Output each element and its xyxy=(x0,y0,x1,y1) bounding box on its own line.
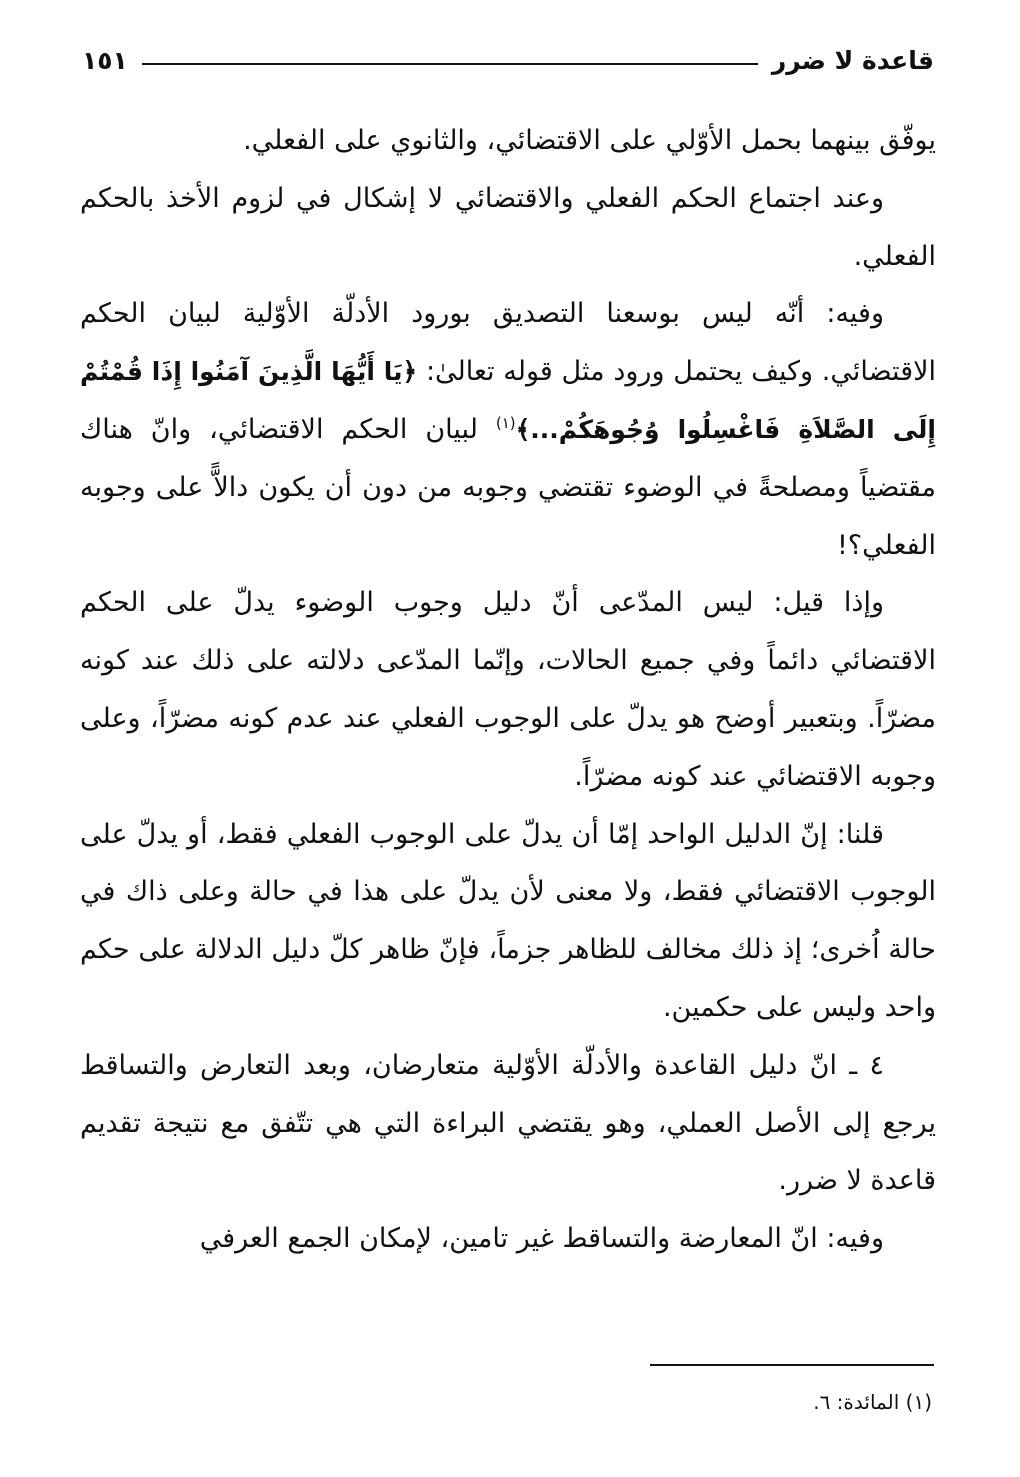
footnote: (١) المائدة: ٦. xyxy=(813,1390,932,1414)
page-number: ١٥١ xyxy=(82,45,128,75)
paragraph-2: وعند اجتماع الحكم الفعلي والاقتضائي لا إشكال في لزوم الأخذ بالحكم الفعلي. xyxy=(80,182,936,272)
header-rule xyxy=(142,63,758,65)
footnote-rule xyxy=(650,1364,934,1366)
paragraph-4: وإذا قيل: ليس المدّعى أنّ دليل وجوب الوضوء يدلّ على الحكم الاقتضائي دائماً وفي جميع الحالات، وإنّما المدّعى دلالته على ذلك عند كونه مضرّاً. وبتعبير أوضح هو يدلّ على الوجوب الفعلي عند عدم كونه مضرّاً، وعلى وجوبه الاقتضائي عند كونه مضرّاً. xyxy=(80,587,936,792)
running-header xyxy=(82,38,934,82)
quran-verse: ﴿يَا أَيُّهَا الَّذِينَ آمَنُوا إِذَا قُمْتُمْ إِلَى الصَّلاَةِ فَاغْسِلُوا وُجُوهَكُمْ...﴾ xyxy=(80,357,936,444)
paragraph-1: يوفّق بينهما بحمل الأوّلي على الاقتضائي، والثانوي على الفعلي. xyxy=(243,125,936,156)
footnote-reference[interactable]: (١) xyxy=(495,413,516,432)
running-title: قاعدة لا ضرر xyxy=(771,45,934,75)
paragraph-3-intro: وفيه: أنّه ليس بوسعنا التصديق بورود الأدلّة الأوّلية لبيان الحكم الاقتضائي. وكيف يحتمل ورود مثل قوله تعالىٰ: xyxy=(80,298,936,388)
paragraph-3-rest: لبيان الحكم الاقتضائي، وانّ هناك مقتضياً ومصلحةً في الوضوء تقتضي وجوبه من دون أن يكون دالاًّ على وجوبه الفعلي؟! xyxy=(80,413,936,561)
paragraph-3 xyxy=(80,285,936,574)
paragraph-7: وفيه: انّ المعارضة والتساقط غير تامين، لإمكان الجمع العرفي xyxy=(199,1223,884,1255)
paragraph-5: قلنا: إنّ الدليل الواحد إمّا أن يدلّ على الوجوب الفعلي فقط، أو يدلّ على الوجوب الاقتضائي فقط، ولا معنى لأن يدلّ على هذا في حالة وعلى ذاك في حالة اُخرى؛ إذ ذلك مخالف للظاهر جزماً، فإنّ ظاهر كلّ دليل الدلالة على حكم واحد وليس على حكمين. xyxy=(80,818,936,1023)
paragraph-6: ٤ ـ انّ دليل القاعدة والأدلّة الأوّلية متعارضان، وبعد التعارض والتساقط يرجع إلى الأصل العملي، وهو يقتضي البراءة التي هي تتّفق مع نتيجة تقديم قاعدة لا ضرر. xyxy=(80,1049,936,1197)
body-text xyxy=(80,112,936,1268)
